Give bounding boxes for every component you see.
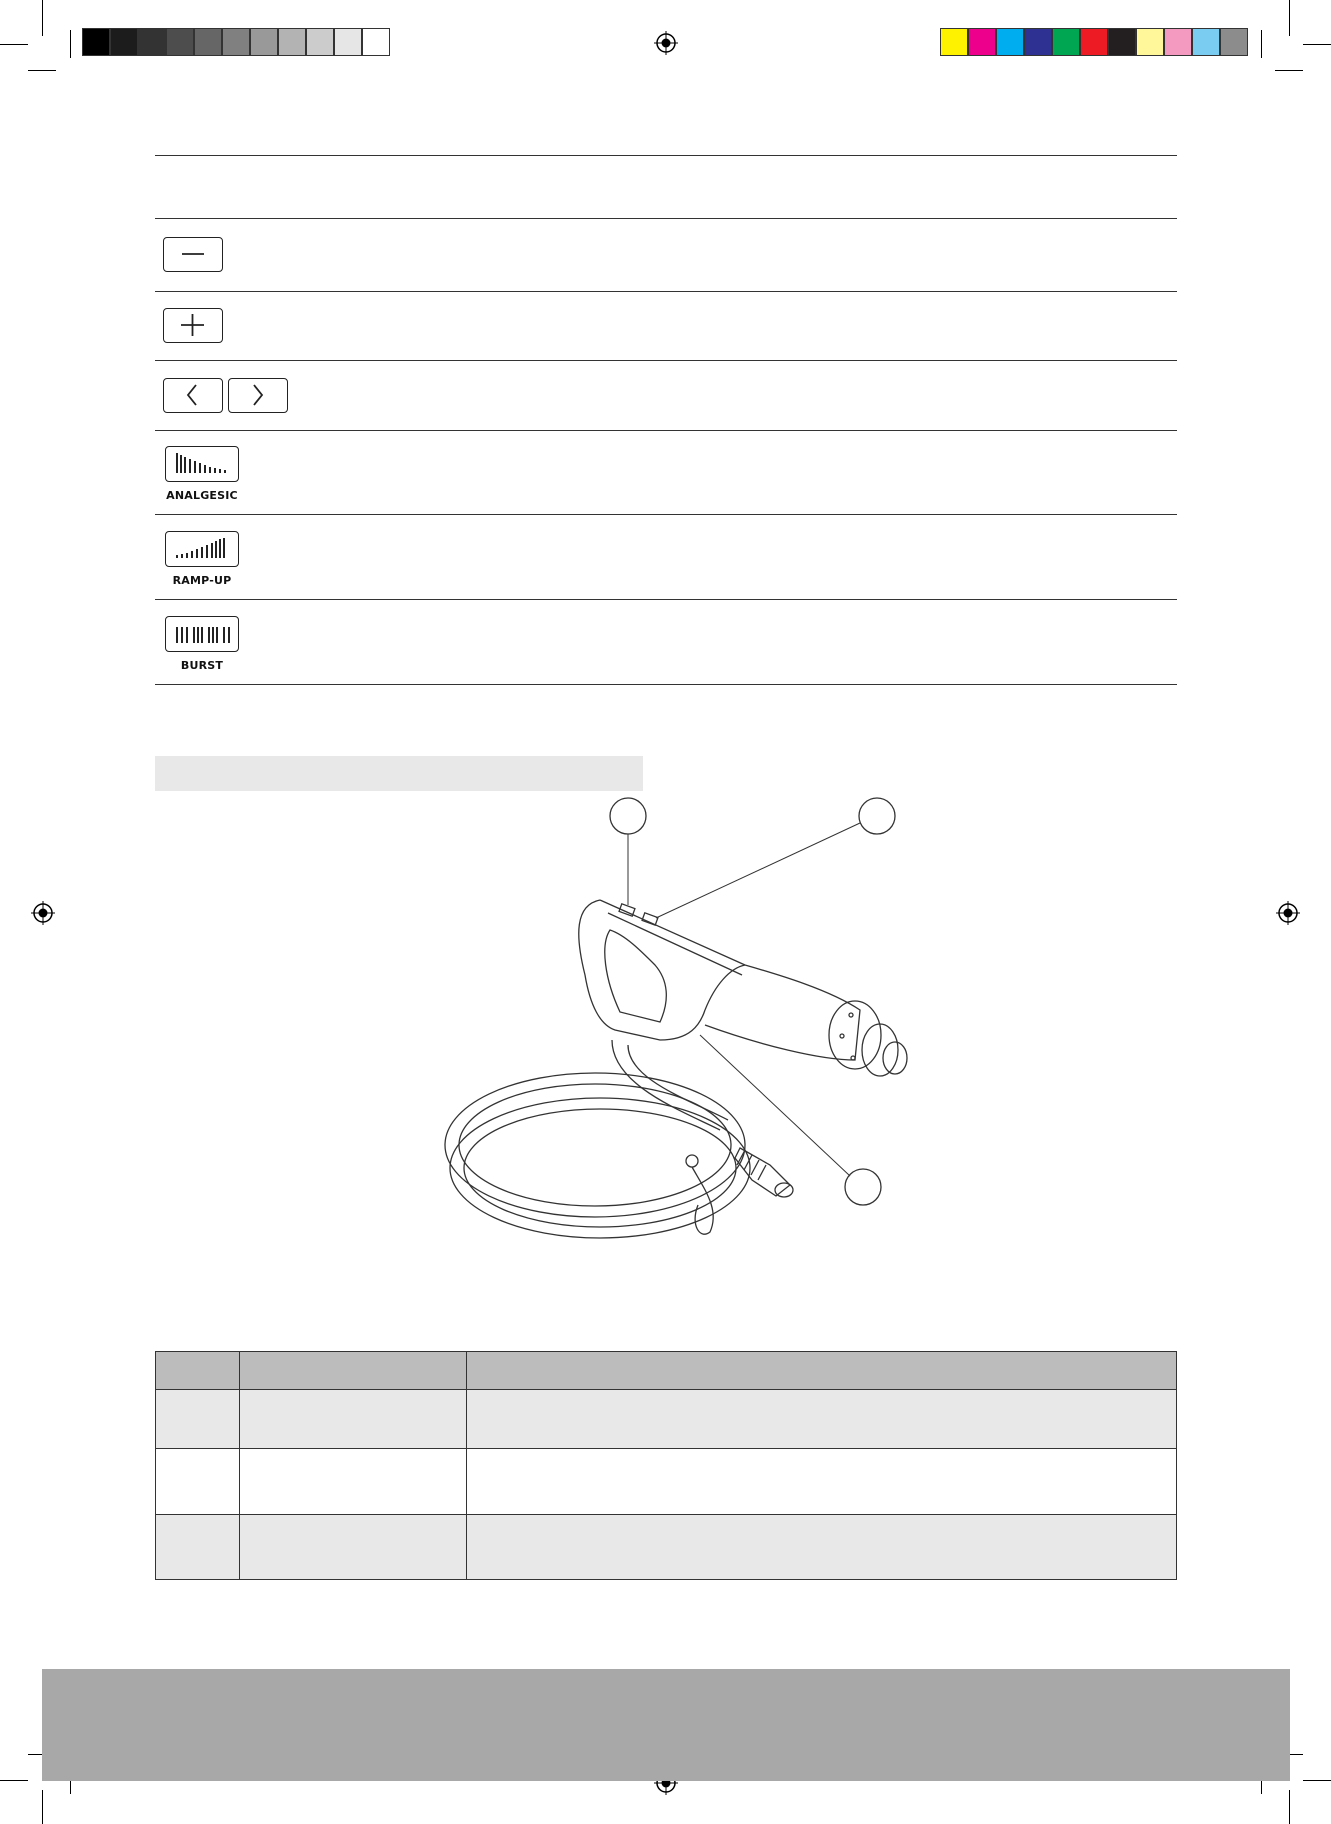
table-rule: [155, 430, 1177, 431]
ramp-up-mode-key: [165, 531, 239, 567]
icon-bar: [196, 549, 198, 558]
table-row: [156, 1515, 1177, 1580]
icon-bar: [211, 543, 213, 558]
icon-bar: [199, 463, 201, 473]
handpiece-illustration: [430, 790, 930, 1270]
calibration-swatch: [82, 28, 110, 56]
icon-bar: [201, 547, 203, 558]
crop-mark: [42, 0, 43, 36]
icon-bar: [223, 627, 225, 643]
analgesic-mode-key: [165, 446, 239, 482]
crop-mark: [0, 1780, 28, 1781]
calibration-swatch: [334, 28, 362, 56]
calibration-swatch: [1136, 28, 1164, 56]
calibration-swatch: [968, 28, 996, 56]
calibration-swatch: [110, 28, 138, 56]
icon-bar: [193, 627, 195, 643]
crop-mark: [1303, 1780, 1331, 1781]
icon-bar: [191, 551, 193, 558]
icon-bar: [176, 453, 178, 473]
calibration-swatch: [138, 28, 166, 56]
table-rule: [155, 291, 1177, 292]
burst-mode-label: BURST: [180, 659, 224, 672]
crop-mark: [28, 70, 56, 71]
icon-bar: [186, 627, 188, 643]
icon-bar: [214, 468, 216, 473]
icon-bar: [223, 538, 225, 558]
calibration-swatch: [1164, 28, 1192, 56]
calibration-swatch: [362, 28, 390, 56]
callout-circle: [845, 1169, 881, 1205]
table-cell: [156, 1515, 240, 1580]
icon-bar: [219, 469, 221, 473]
parts-table: [155, 1351, 1177, 1580]
icon-bar: [201, 627, 203, 643]
icon-bar: [219, 539, 221, 558]
calibration-swatch: [166, 28, 194, 56]
callout-circle: [610, 798, 646, 834]
table-rule: [155, 514, 1177, 515]
analgesic-bars-icon: [166, 447, 237, 480]
crop-mark: [1275, 70, 1303, 71]
calibration-swatch: [1192, 28, 1220, 56]
icon-bar: [181, 554, 183, 558]
calibration-swatch: [278, 28, 306, 56]
calibration-swatch: [1108, 28, 1136, 56]
left-arrow-key: [163, 378, 223, 413]
plus-key: [163, 308, 223, 343]
icon-bar: [181, 627, 183, 643]
table-cell: [467, 1390, 1177, 1449]
registration-target-icon: [31, 901, 55, 925]
footer-band: [42, 1669, 1290, 1781]
table-rule: [155, 155, 1177, 156]
icon-bar: [228, 627, 230, 643]
crop-mark: [70, 30, 71, 58]
calibration-swatch: [1080, 28, 1108, 56]
table-cell: [240, 1515, 467, 1580]
burst-mode-key: [165, 616, 239, 652]
table-rule: [155, 218, 1177, 219]
crop-mark: [1303, 44, 1331, 45]
icon-bar: [216, 627, 218, 643]
header-cell-part: [240, 1352, 467, 1390]
table-header-row: [156, 1352, 1177, 1390]
icon-bar: [206, 545, 208, 558]
calibration-swatch: [1220, 28, 1248, 56]
calibration-swatch: [194, 28, 222, 56]
icon-bar: [224, 470, 226, 473]
registration-target-icon: [654, 31, 678, 55]
table-row: [156, 1390, 1177, 1449]
icon-bar: [215, 541, 217, 558]
icon-bar: [212, 627, 214, 643]
icon-bar: [176, 555, 178, 558]
header-cell-description: [467, 1352, 1177, 1390]
analgesic-mode-label: ANALGESIC: [166, 489, 238, 502]
chevron-right-icon: [229, 379, 286, 411]
calibration-swatch: [250, 28, 278, 56]
icon-bar: [180, 455, 182, 473]
calibration-swatch: [940, 28, 968, 56]
table-row: [156, 1449, 1177, 1515]
table-cell: [240, 1449, 467, 1515]
crop-mark: [1289, 0, 1290, 36]
icon-bar: [208, 627, 210, 643]
crop-mark: [42, 1790, 43, 1824]
ramp-up-mode-label: RAMP-UP: [172, 574, 232, 587]
plus-icon: [164, 309, 221, 341]
icon-bar: [189, 459, 191, 473]
table-cell: [156, 1390, 240, 1449]
calibration-swatch: [222, 28, 250, 56]
crop-mark: [1261, 30, 1262, 58]
minus-icon: [164, 238, 221, 270]
registration-target-icon: [1276, 901, 1300, 925]
icon-bar: [186, 553, 188, 558]
icon-bar: [176, 627, 178, 643]
table-rule: [155, 360, 1177, 361]
table-cell: [467, 1515, 1177, 1580]
burst-bars-icon: [166, 617, 237, 650]
icon-bar: [209, 467, 211, 473]
callout-circle: [859, 798, 895, 834]
calibration-swatch: [1024, 28, 1052, 56]
icon-bar: [197, 627, 199, 643]
header-cell-number: [156, 1352, 240, 1390]
calibration-swatch: [996, 28, 1024, 56]
crop-mark: [1289, 1790, 1290, 1824]
section-heading-band: [155, 756, 643, 791]
icon-bar: [194, 461, 196, 473]
chevron-left-icon: [164, 379, 221, 411]
ramp-up-bars-icon: [166, 532, 237, 565]
calibration-swatch: [306, 28, 334, 56]
icon-bar: [204, 465, 206, 473]
crop-mark: [0, 44, 28, 45]
table-cell: [467, 1449, 1177, 1515]
minus-key: [163, 237, 223, 272]
table-cell: [156, 1449, 240, 1515]
icon-bar: [184, 457, 186, 473]
table-rule: [155, 599, 1177, 600]
table-cell: [240, 1390, 467, 1449]
table-rule: [155, 684, 1177, 685]
right-arrow-key: [228, 378, 288, 413]
calibration-swatch: [1052, 28, 1080, 56]
